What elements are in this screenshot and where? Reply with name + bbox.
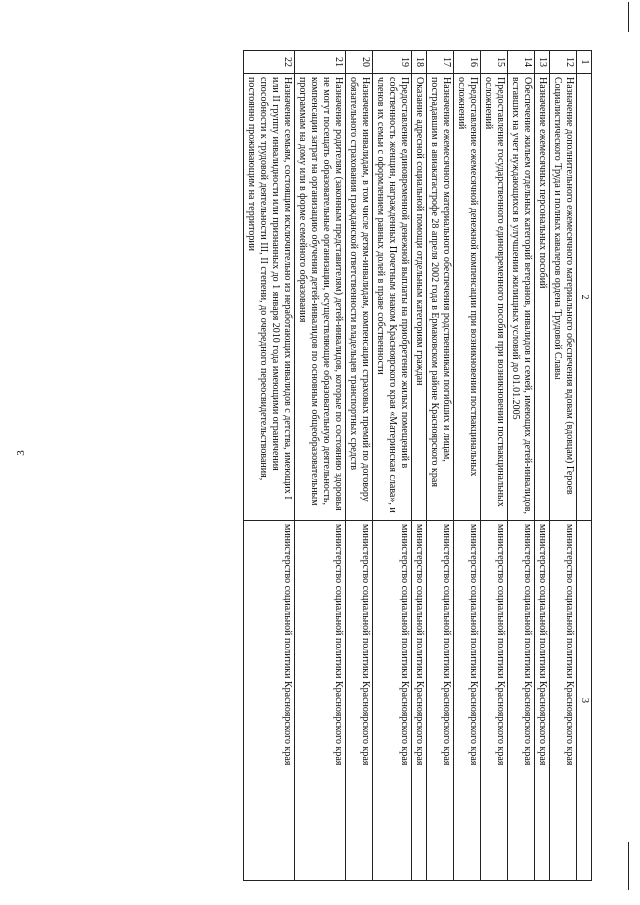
rotated-table-container [52, 50, 592, 880]
authority-cell: министерство социальной политики Красноярского края [454, 521, 481, 881]
authority-cell: министерство социальной политики Красноярского края [508, 521, 535, 881]
authority-cell: министерство социальной политики Красноярского края [427, 521, 454, 881]
authority-cell: министерство социальной политики Красноярского края [244, 521, 295, 881]
authority-cell: министерство социальной политики Красноярского края [412, 521, 427, 881]
row-number-cell: 17 [427, 51, 454, 74]
table-row [427, 51, 454, 881]
row-number-cell: 22 [244, 51, 295, 74]
authority-cell: министерство социальной политики Красноярского края [295, 521, 346, 881]
row-number-cell: 18 [412, 51, 427, 74]
scan-edge-mark [628, 842, 629, 890]
service-name-cell: Назначение родителям (законным представителям) детей-инвалидов, которые по состоянию здоровья не могут посещать образовательные организации, осуществляющие образовательную деятельность, компенсации затрат на организацию обучения детей-инвалидов по основным общеобразовательным программам на дому или в форме семейного образования [295, 74, 346, 521]
table-row [346, 51, 373, 881]
row-number-cell: 21 [295, 51, 346, 74]
table-row [454, 51, 481, 881]
header-cell: 3 [577, 521, 592, 881]
service-name-cell: Предоставление государственного единовременного пособия при возникновении поствакцинальных осложнений [481, 74, 508, 521]
service-name-cell: Обеспечение жильем отдельных категорий ветеранов, инвалидов и семей, имеющих детей-инвалидов, вставших на учет нуждающихся в улучшении жилищных условий до 01.01.2005 [508, 74, 535, 521]
service-name-cell: Назначение инвалидам, в том числе детям-инвалидам, компенсации страховых премий по договору обязательного страхования гражданской ответственности владельцев транспортных средств [346, 74, 373, 521]
row-number-cell: 20 [346, 51, 373, 74]
authority-cell: министерство социальной политики Красноярского края [481, 521, 508, 881]
page-number-text: 3 [15, 449, 27, 456]
table-row [244, 51, 295, 881]
authority-cell: министерство социальной политики Красноярского края [373, 521, 412, 881]
table-row [481, 51, 508, 881]
scan-edge-mark [628, 2, 629, 32]
authority-cell: министерство социальной политики Красноярского края [550, 521, 577, 881]
table-header-row [577, 51, 592, 881]
row-number-cell: 15 [481, 51, 508, 74]
service-name-cell: Назначение дополнительного ежемесячного материального обеспечения вдовам (вдовцам) Героев Социалистического Труда и полных кавалеров ордена Трудовой Славы [550, 74, 577, 521]
service-name-cell: Назначение ежемесячного материального обеспечения родственникам погибших и лицам, пострадавшим в авиакатастрофе 28 апреля 2002 года в Ермаковском районе Красноярского края [427, 74, 454, 521]
authority-cell: министерство социальной политики Красноярского края [346, 521, 373, 881]
table-row [508, 51, 535, 881]
authority-cell: министерство социальной политики Красноярского края [535, 521, 550, 881]
service-name-cell: Назначение ежемесячных персональных пособий [535, 74, 550, 521]
service-name-cell: Предоставление единовременной денежной выплаты на приобретение жилых помещений в собственность женщин, награжденных Почетным знаком Красноярского края «Материнская слава», и членов их семьи с оформлением равных долей в праве собственности [373, 74, 412, 521]
table-row [373, 51, 412, 881]
table-row [295, 51, 346, 881]
table-row [550, 51, 577, 881]
services-table [243, 50, 592, 881]
row-number-cell: 16 [454, 51, 481, 74]
row-number-cell: 14 [508, 51, 535, 74]
page-number [12, 0, 30, 905]
row-number-cell: 12 [550, 51, 577, 74]
service-name-cell: Предоставление ежемесячной денежной компенсации при возникновении поствакцинальных осложнений [454, 74, 481, 521]
header-cell: 2 [577, 74, 592, 521]
service-name-cell: Оказание адресной социальной помощи отдельным категориям граждан [412, 74, 427, 521]
row-number-cell: 13 [535, 51, 550, 74]
row-number-cell: 19 [373, 51, 412, 74]
header-cell: 1 [577, 51, 592, 74]
table-row [535, 51, 550, 881]
service-name-cell: Назначение семьям, состоящим исключительно из неработающих инвалидов с детства, имеющих I или II группу инвалидности или признанных до 1 января 2010 года имеющими ограничения способности к трудовой деятельности III, II степени, до очередного переосвидетельствования, постоянно проживающим на территории [244, 74, 295, 521]
table-row [412, 51, 427, 881]
